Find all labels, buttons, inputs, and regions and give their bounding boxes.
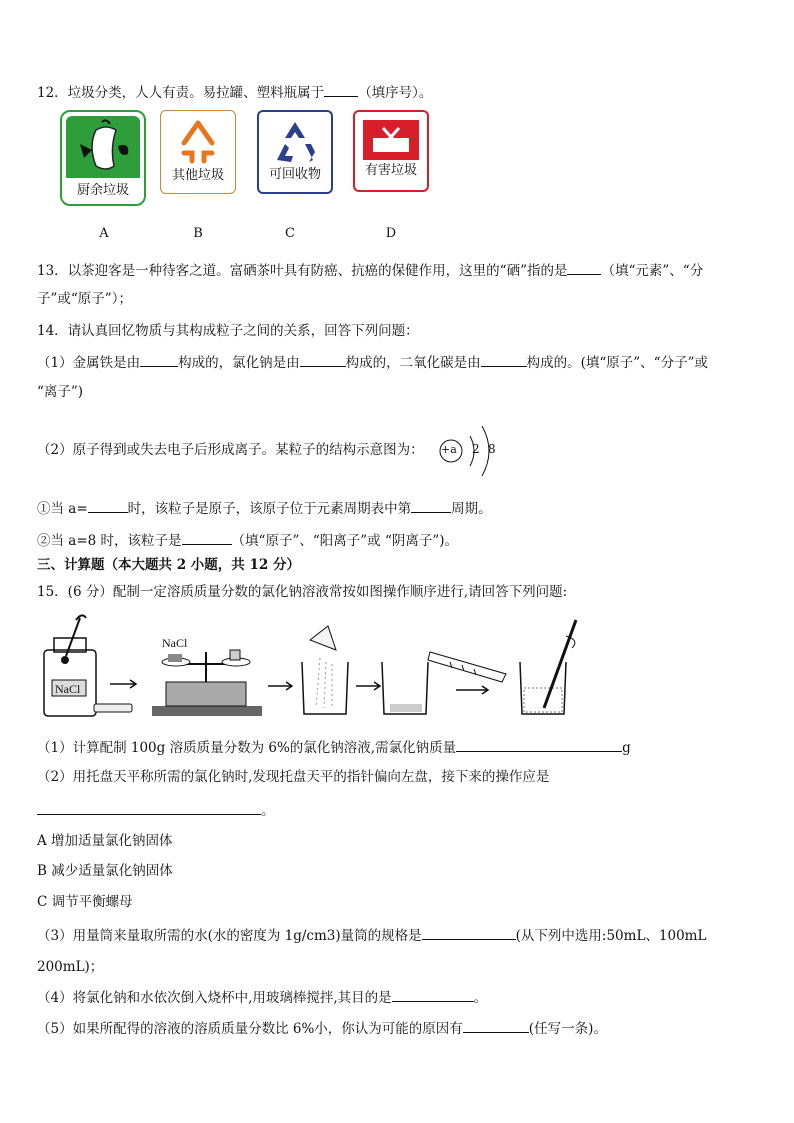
bin-label-d: 有害垃圾 — [364, 163, 417, 178]
q15-blank-purpose[interactable] — [392, 987, 474, 1002]
q14-blank-a[interactable] — [88, 498, 128, 513]
bin-hazardous — [353, 110, 429, 192]
q14-stem: 14．请认真回忆物质与其构成粒子之间的关系，回答下列问题： — [37, 323, 419, 339]
q13-blank[interactable] — [567, 260, 601, 275]
bin-other-waste — [160, 110, 236, 194]
other-waste-icon — [162, 117, 234, 167]
option-letter-b: B — [193, 226, 203, 241]
q15-blank-reason[interactable] — [463, 1018, 529, 1033]
q15-part2-answer: 。 — [37, 800, 275, 821]
q14-blank-co2[interactable] — [481, 352, 527, 367]
q15-part3: （3）用量筒来量取所需的水(水的密度为 1g/cm3)量筒的规格是 (从下列中选用:50mL、100mL — [37, 925, 706, 946]
recycle-icon — [259, 116, 331, 168]
waste-bin-icons — [60, 110, 440, 240]
solution-preparation-diagram — [40, 612, 600, 724]
q15-blank-cylinder[interactable] — [422, 925, 516, 940]
section-title-calculation: 三、计算题（本大题共 2 小题，共 12 分） — [37, 557, 300, 573]
q14-blank-nacl[interactable] — [300, 352, 346, 367]
shell1-electrons: 2 — [472, 442, 480, 456]
bin-label-c: 可回收物 — [268, 167, 321, 182]
option-letter-c: C — [285, 226, 295, 241]
option-letter-d: D — [385, 226, 397, 241]
q15-option-b: B 减少适量氯化钠固体 — [37, 863, 173, 879]
q15-part1: （1）计算配制 100g 溶质质量分数为 6%的氯化钠溶液,需氯化钠质量 g — [37, 737, 631, 758]
option-letter-a: A — [99, 226, 109, 241]
balance-nacl-label: NaCl — [162, 636, 188, 650]
q15-option-c: C 调节平衡螺母 — [37, 894, 133, 910]
q13-line2: 子”或“原子”）； — [37, 291, 132, 307]
bin-recyclable — [257, 110, 333, 194]
q14-sub2: ②当 a=8 时，该粒子是 （填“原子”、“阳离子”或 “阴离子”)。 — [37, 530, 458, 551]
nucleus-charge: +a — [441, 443, 457, 456]
q14-part2: （2）原子得到或失去电子后形成离子。某粒子的结构示意图为： — [37, 442, 424, 458]
q15-part3-line2: 200mL)； — [37, 959, 104, 975]
atom-structure-diagram — [438, 418, 504, 484]
shell2-electrons: 8 — [488, 442, 496, 456]
q15-part5: （5）如果所配得的溶液的溶质质量分数比 6%小，你认为可能的原因有 (任写一条)。 — [37, 1018, 607, 1039]
bin-kitchen-waste — [60, 110, 146, 206]
apple-core-icon — [66, 116, 140, 178]
hazard-icon — [363, 120, 419, 160]
bottle-nacl-label: NaCl — [55, 682, 81, 696]
q15-stem: 15．(6 分）配制一定溶质质量分数的氯化钠溶液常按如图操作顺序进行,请回答下列问题: — [37, 584, 568, 600]
q15-option-a: A 增加适量氯化钠固体 — [37, 833, 173, 849]
q15-blank-operation[interactable] — [37, 800, 261, 815]
q14-part1-line2: “离子”) — [37, 384, 84, 400]
q13-line1: 13．以茶迎客是一种待客之道。富硒茶叶具有防癌、抗癌的保健作用，这里的“硒”指的是 （填“元素”、“分 — [37, 260, 703, 281]
q14-part1: （1）金属铁是由 构成的，氯化钠是由 构成的，二氧化碳是由 构成的。(填“原子”、“分子”或 — [37, 352, 708, 373]
bin-label-a: 厨余垃圾 — [76, 183, 129, 198]
bin-label-b: 其他垃圾 — [171, 168, 224, 183]
q15-part4: （4）将氯化钠和水依次倒入烧杯中,用玻璃棒搅拌,其目的是 。 — [37, 987, 487, 1008]
q15-part2: （2）用托盘天平称所需的氯化钠时,发现托盘天平的指针偏向左盘，接下来的操作应是 — [37, 769, 550, 785]
q12-blank[interactable] — [324, 82, 358, 97]
q14-blank-period[interactable] — [411, 498, 451, 513]
q14-blank-particle[interactable] — [182, 530, 232, 545]
q12-line: 12．垃圾分类，人人有责。易拉罐、塑料瓶属于 （填序号）。 — [37, 82, 432, 103]
q14-sub1: ①当 a= 时，该粒子是原子，该原子位于元素周期表中第 周期。 — [37, 498, 492, 519]
q15-blank-mass[interactable] — [456, 737, 622, 752]
q14-blank-iron[interactable] — [140, 352, 178, 367]
